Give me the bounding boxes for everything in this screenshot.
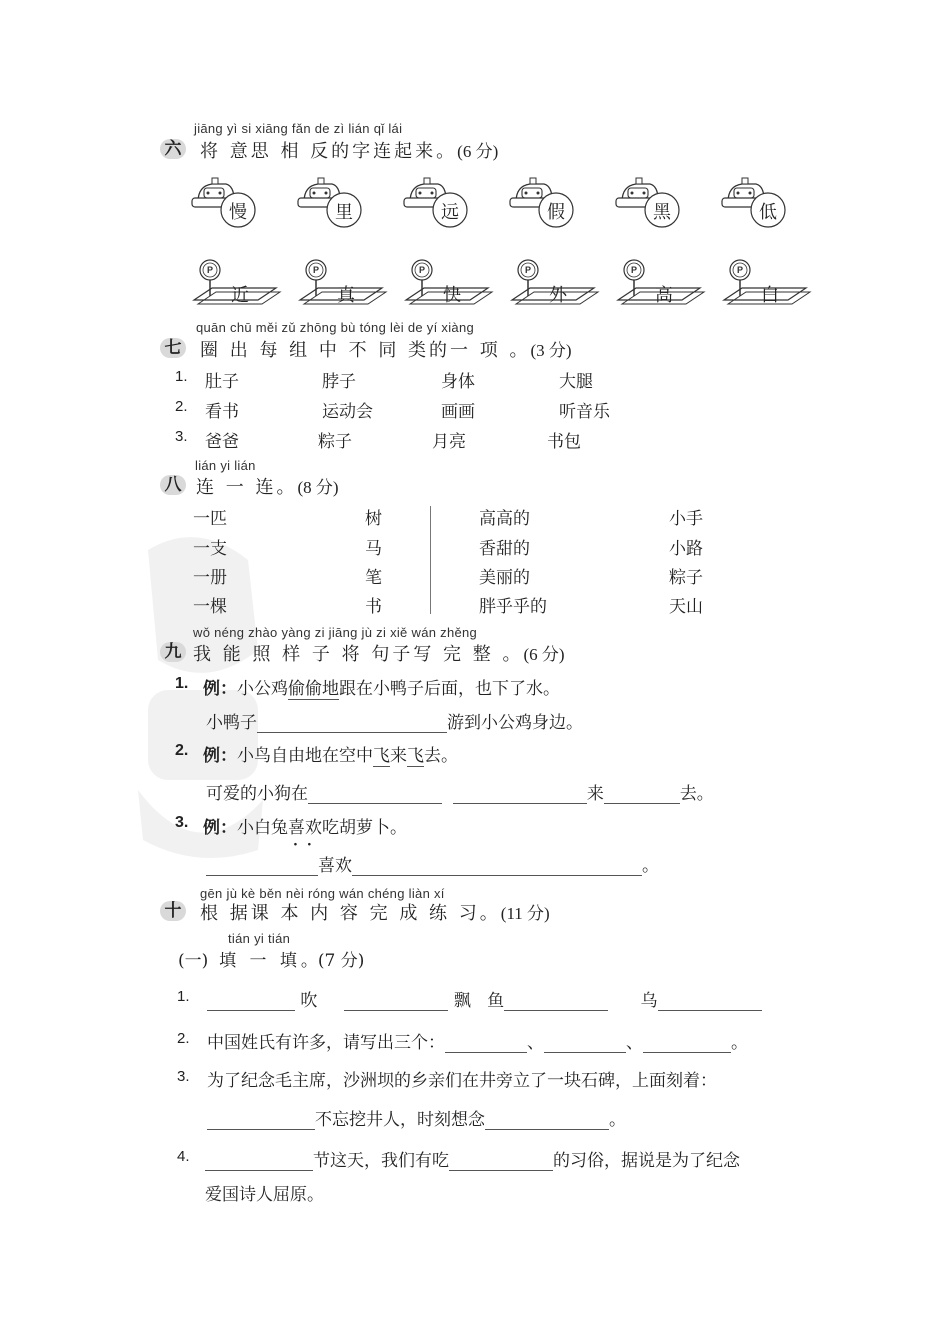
s9-q3-ex-label: 例： [203, 818, 237, 838]
s10-q1-blank3[interactable] [504, 992, 608, 1011]
s9-q1-blank[interactable] [257, 714, 447, 733]
s8-c3-4[interactable]: 胖乎乎的 [479, 597, 547, 617]
parking-row [190, 258, 820, 314]
s8-c2-4[interactable]: 书 [365, 597, 382, 617]
park-char-4: 外 [549, 285, 567, 306]
s10-q2-line [207, 1028, 748, 1053]
s7-row1-item3[interactable]: 身体 [441, 372, 475, 392]
s10-q4-cont: 爱国诗人屈原。 [205, 1185, 324, 1205]
s9-q2-num: 2. [175, 742, 189, 759]
s10-q4-num: 4. [177, 1148, 190, 1165]
car-char-4: 假 [547, 202, 565, 223]
s9-q1-answer [206, 708, 583, 733]
s9-q2-example [203, 741, 458, 766]
s8-c2-3[interactable]: 笔 [365, 568, 382, 588]
s7-title [200, 336, 572, 362]
s10-title-text: 根 据课 本 内 容 完 成 练 习。 [200, 903, 501, 924]
parking-icons [190, 258, 820, 314]
s8-title [196, 473, 339, 499]
car-char-5: 黑 [653, 202, 671, 223]
s10-pinyin: gēn jù kè běn nèi róng wán chéng liàn xí [200, 886, 445, 901]
s9-pinyin: wǒ néng zhào yàng zi jiāng jù zi xiě wán zhěng [193, 625, 478, 640]
s10-q1-c: 鱼 [487, 991, 505, 1011]
s8-pinyin: lián yi lián [195, 458, 256, 473]
s7-row2-item4[interactable]: 听音乐 [559, 402, 610, 422]
s10-q2-blank1[interactable] [445, 1034, 527, 1053]
s7-row3-item2[interactable]: 粽子 [318, 432, 352, 452]
s7-score: (3 分) [530, 341, 572, 360]
s10-q2-blank3[interactable] [643, 1034, 731, 1053]
s9-q2-ex-label: 例： [203, 746, 237, 766]
s7-row3-item4[interactable]: 书包 [547, 432, 581, 452]
s10-badge: 十 [160, 901, 186, 921]
s8-c3-3[interactable]: 美丽的 [479, 568, 530, 588]
car-icons [190, 172, 810, 232]
s9-q1-example [203, 674, 560, 699]
s10-q2-end: 。 [731, 1033, 748, 1053]
s9-q2-blank3[interactable] [604, 785, 680, 804]
s8-c2-2[interactable]: 马 [365, 539, 382, 559]
s9-q3-ex-a: 小白兔 [237, 818, 288, 838]
s10-title [200, 899, 550, 925]
s9-q3-blank1[interactable] [206, 857, 318, 876]
s10-sub-pinyin: tián yi tián [228, 931, 291, 946]
s7-row1-item1[interactable]: 肚子 [205, 372, 239, 392]
s9-q2-blank2[interactable] [453, 785, 587, 804]
s8-c4-3[interactable]: 粽子 [669, 568, 703, 588]
park-sign-4: P [524, 265, 532, 275]
s9-q1-ex-b: 跟在小鸭子后面，也下了水。 [339, 679, 560, 699]
s8-c1-1[interactable]: 一匹 [193, 509, 227, 529]
s9-q3-answer [206, 851, 659, 876]
s8-score: (8 分) [297, 478, 339, 497]
s10-q3-a: 不忘挖井人，时刻想念 [315, 1110, 485, 1130]
s9-q3-ex-b: 吃胡萝卜。 [322, 818, 407, 838]
s10-q4-a: 节这天，我们有吃 [313, 1151, 449, 1171]
s6-title-text: 将 意思 相 反的字连起来。 [200, 141, 458, 162]
s10-q2-blank2[interactable] [544, 1034, 626, 1053]
park-char-3: 快 [443, 285, 461, 306]
s8-badge: 八 [160, 475, 186, 495]
s9-score: (6 分) [523, 645, 565, 664]
s9-q2-ex-u2: 飞 [407, 746, 424, 766]
s8-c2-1[interactable]: 树 [365, 509, 382, 529]
s9-q1-ans-a: 小鸭子 [206, 713, 257, 733]
s9-q2-ans-a: 可爱的小狗在 [206, 784, 308, 804]
s10-q1-num: 1. [177, 988, 190, 1005]
s7-row2-item2[interactable]: 运动会 [322, 402, 373, 422]
s8-divider [430, 506, 431, 614]
s10-q3-text: 为了纪念毛主席，沙洲坝的乡亲们在井旁立了一块石碑，上面刻着： [207, 1071, 717, 1091]
s9-q3-ex-dot-text: 喜欢 [288, 818, 322, 838]
s10-q1-blank1[interactable] [207, 992, 295, 1011]
s10-q1-blank4[interactable] [658, 992, 762, 1011]
s7-row2-item3[interactable]: 画画 [441, 402, 475, 422]
s9-q1-ans-b: 游到小公鸡身边。 [447, 713, 583, 733]
s10-q4-blank2[interactable] [449, 1152, 553, 1171]
park-sign-1: P [206, 265, 214, 275]
emphasis-dots-icon: ·· [293, 837, 321, 853]
s9-q3-ans-a: 喜欢 [318, 856, 352, 876]
s9-q1-ex-underlined: 偷偷地 [288, 679, 339, 699]
s7-row3-num: 3. [175, 428, 188, 445]
s7-title-text: 圈 出 每 组 中 不 同 类的一 项 。 [200, 340, 531, 361]
s9-q1-num: 1. [175, 675, 189, 692]
s10-q1-blank2[interactable] [344, 992, 448, 1011]
s6-title [200, 137, 498, 163]
s9-q1-ex-label: 例： [203, 679, 237, 699]
s9-badge: 九 [160, 642, 186, 662]
car-char-6: 低 [759, 202, 777, 223]
s10-sub-heading [178, 946, 364, 971]
s10-sub-score: 。(7 分) [300, 951, 365, 971]
s10-q2-text: 中国姓氏有许多，请写出三个： [207, 1033, 445, 1053]
s9-q2-ex-a: 小鸟自由地在空中 [237, 746, 373, 766]
s9-title-text: 我 能 照 样 子 将 句子写 完 整 。 [193, 644, 524, 665]
s9-q3-num: 3. [175, 814, 189, 831]
s10-q1-d: 乌 [640, 991, 658, 1011]
s10-q3-blank1[interactable] [207, 1111, 315, 1130]
car-char-3: 远 [441, 202, 459, 223]
car-char-1: 慢 [229, 202, 247, 223]
s8-c3-2[interactable]: 香甜的 [479, 539, 530, 559]
s7-row1-item2[interactable]: 脖子 [322, 372, 356, 392]
s10-q3-end: 。 [609, 1110, 626, 1130]
s9-q3-ex-dotted [288, 818, 322, 853]
s9-q3-blank2[interactable] [352, 857, 642, 876]
s7-row2-num: 2. [175, 398, 188, 415]
s8-c4-2[interactable]: 小路 [669, 539, 703, 559]
s9-q2-ex-b: 去。 [424, 746, 458, 766]
s8-c1-2[interactable]: 一支 [193, 539, 227, 559]
s8-c4-4[interactable]: 天山 [669, 597, 703, 617]
s9-q2-ex-u1: 飞 [373, 746, 390, 766]
park-char-6: 白 [761, 285, 779, 306]
s7-badge: 七 [160, 338, 186, 358]
s10-q2-sep2: 、 [626, 1033, 643, 1053]
s7-pinyin: quān chū měi zǔ zhōng bù tóng lèi de yí xiàng [196, 320, 475, 335]
s10-q2-sep1: 、 [527, 1033, 544, 1053]
s7-row2-item1[interactable]: 看书 [205, 402, 239, 422]
s8-c4-1[interactable]: 小手 [669, 509, 703, 529]
s7-row3-item3[interactable]: 月亮 [432, 432, 466, 452]
park-char-2: 真 [337, 285, 355, 306]
s10-q2-num: 2. [177, 1030, 190, 1047]
park-sign-3: P [418, 265, 426, 275]
s6-badge: 六 [160, 139, 186, 159]
s10-q4-blank1[interactable] [205, 1152, 313, 1171]
park-char-5: 高 [655, 285, 673, 306]
s6-pinyin: jiāng yì si xiāng fǎn de zì lián qǐ lái [194, 121, 403, 136]
s9-q2-answer [206, 779, 714, 804]
s8-c3-1[interactable]: 高高的 [479, 509, 530, 529]
s9-q2-ex-m: 来 [390, 746, 407, 766]
park-sign-5: P [630, 265, 638, 275]
s10-sub-title: 填 一 填 [219, 951, 301, 971]
s9-q2-blank1[interactable] [308, 785, 442, 804]
s7-row1-item4[interactable]: 大腿 [559, 372, 593, 392]
s10-q1-a: 吹 [300, 991, 318, 1011]
s9-q3-ans-b: 。 [642, 856, 659, 876]
s8-title-text: 连 一 连。 [196, 477, 298, 498]
s10-q1-b: 飘 [453, 991, 471, 1011]
car-row [190, 172, 810, 232]
s7-row1-num: 1. [175, 368, 188, 385]
s10-q4-b: 的习俗，据说是为了纪念 [553, 1151, 740, 1171]
s8-c1-3[interactable]: 一册 [193, 568, 227, 588]
s10-q3-num: 3. [177, 1068, 190, 1085]
s8-c1-4[interactable]: 一棵 [193, 597, 227, 617]
park-char-1: 近 [231, 285, 249, 306]
s9-q3-example [203, 813, 407, 853]
park-sign-2: P [312, 265, 320, 275]
s9-q1-ex-a: 小公鸡 [237, 679, 288, 699]
s9-q2-ans-c: 去。 [679, 784, 714, 804]
s7-row3-item1[interactable]: 爸爸 [205, 432, 239, 452]
s10-score: (11 分) [500, 904, 550, 923]
park-sign-6: P [736, 265, 744, 275]
s6-score: (6 分) [457, 142, 499, 161]
s10-q3-line [207, 1105, 626, 1130]
s10-q1-line [207, 986, 762, 1011]
s9-q2-ans-b: 来 [586, 784, 604, 804]
s10-q4-line [205, 1146, 740, 1171]
s10-sub-label: (一) [178, 951, 209, 971]
car-char-2: 里 [335, 202, 353, 223]
s9-title [193, 640, 565, 666]
s10-q3-blank2[interactable] [485, 1111, 609, 1130]
